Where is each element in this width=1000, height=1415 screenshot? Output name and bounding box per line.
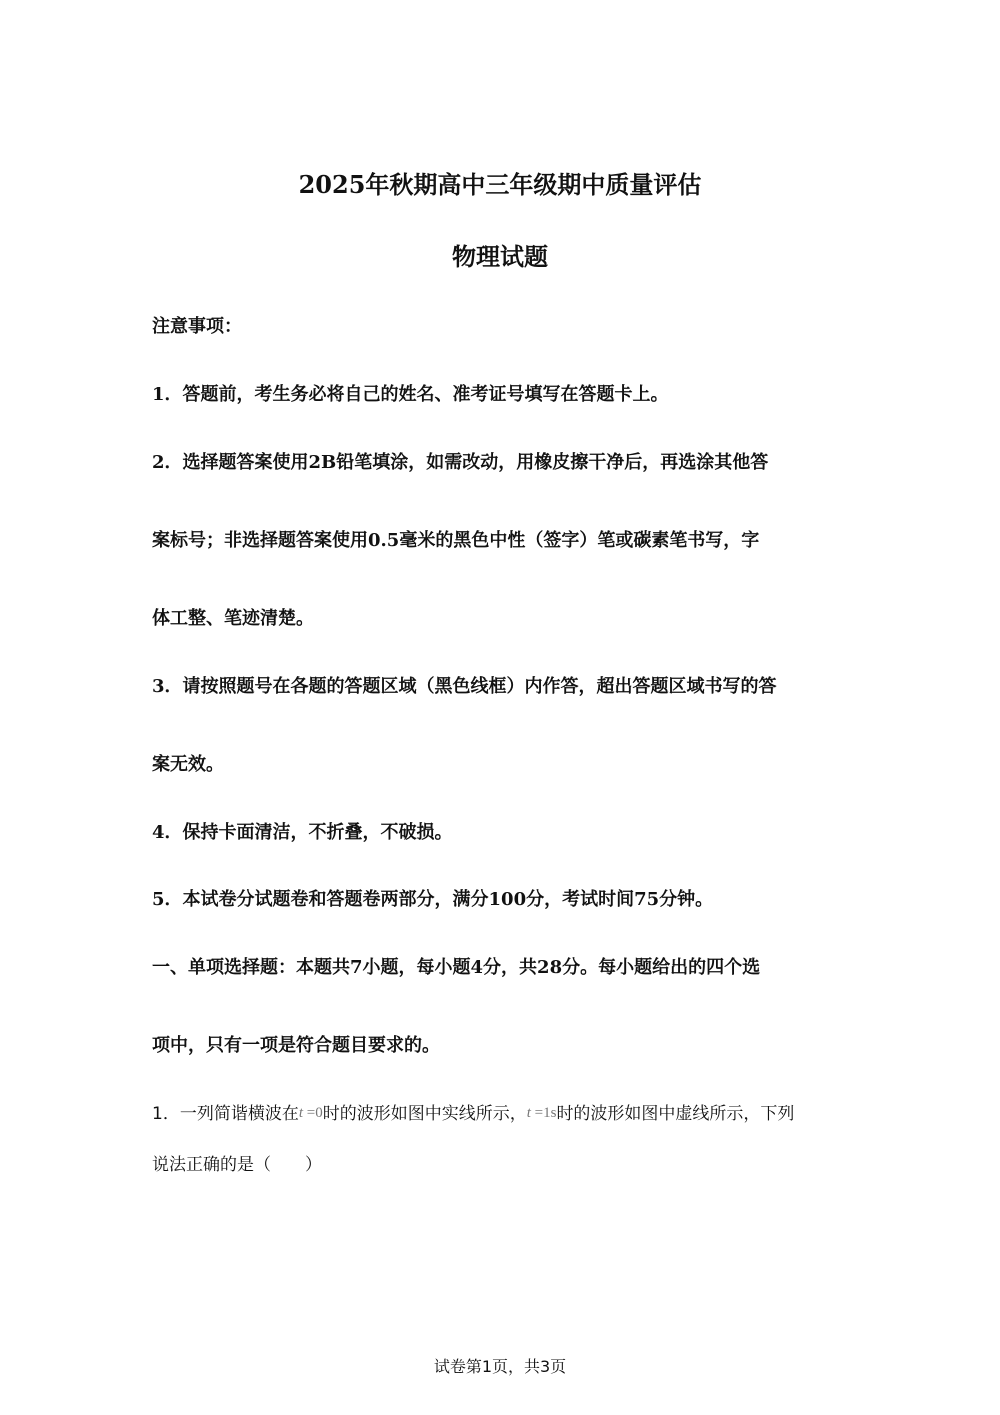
math-t-variable-2: t [526,1105,531,1121]
notice-line-7: 4．保持卡面清洁，不折叠，不破损。 [152,822,453,843]
question-1-text-c: 时的波形如图中虚线所示，下列 [556,1104,795,1124]
question-1-text-a: 1．一列简谐横波在 [152,1104,299,1124]
exam-subtitle: 物理试题 [452,242,548,271]
notice-line-5: 3．请按照题号在各题的答题区域（黑色线框）内作答，超出答题区域书写的答 [152,676,777,697]
notice-line-1: 1．答题前，考生务必将自己的姓名、准考证号填写在答题卡上。 [152,384,669,405]
math-t-variable: t [298,1105,303,1121]
notice-line-2: 2．选择题答案使用2B铅笔填涂，如需改动，用橡皮擦干净后，再选涂其他答 [152,452,769,473]
question-1-line-2: 说法正确的是（ ） [152,1155,322,1175]
question-1-text-b: 时的波形如图中实线所示， [322,1104,527,1124]
notice-line-6: 案无效。 [152,754,224,775]
math-t-one-second: =1s [530,1105,557,1121]
page-footer: 试卷第1页，共3页 [433,1357,567,1376]
notice-line-8: 5．本试卷分试题卷和答题卷两部分，满分100分，考试时间75分钟。 [152,889,714,910]
section1-line-2: 项中，只有一项是符合题目要求的。 [152,1035,440,1056]
math-t-zero: =0 [303,1105,323,1121]
section1-line-1: 一、单项选择题：本题共7小题，每小题4分，共28分。每小题给出的四个选 [152,957,761,978]
notice-line-4: 体工整、笔迹清楚。 [152,608,314,629]
notice-heading: 注意事项： [152,316,242,337]
exam-title: 2025年秋期高中三年级期中质量评估 [298,170,702,199]
notice-line-3: 案标号；非选择题答案使用0.5毫米的黑色中性（签字）笔或碳素笔书写，字 [152,530,760,551]
question-1-line-1 [152,1100,852,1127]
